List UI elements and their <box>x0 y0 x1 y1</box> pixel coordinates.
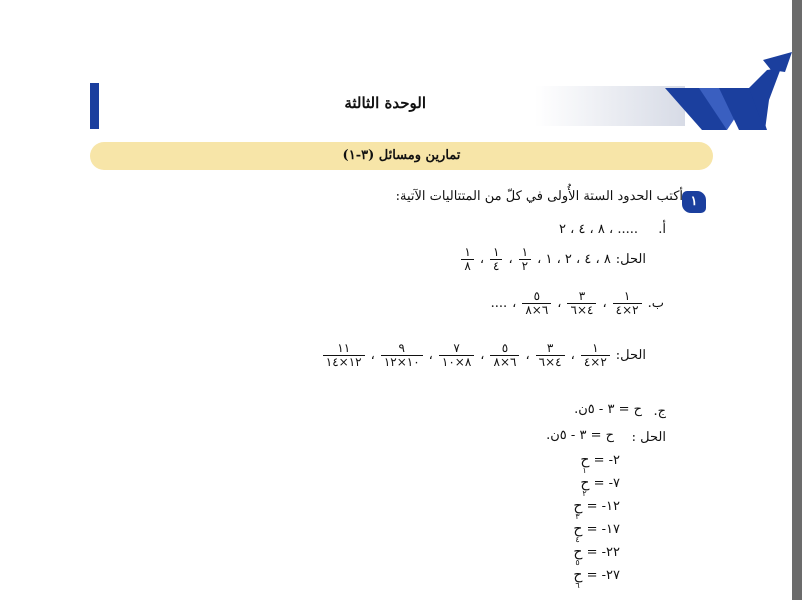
term-value: = -١٧ <box>586 522 620 537</box>
fraction: $\frac{٥}{٦\times ٨}$ <box>490 342 519 369</box>
part-a-solution-label: الحل: <box>615 252 646 267</box>
term-value: = -٢٢ <box>586 545 620 560</box>
term-symbol: ح ٥ <box>573 544 583 567</box>
fraction: $\frac{٣}{٤\times ٦}$ <box>567 290 596 317</box>
part-b-solution-label: الحل: <box>615 348 646 363</box>
term-row <box>540 544 620 567</box>
term-symbol: ح ٦ <box>573 567 583 590</box>
part-a-label: أ. <box>658 222 666 237</box>
term-row <box>540 452 620 475</box>
term-row <box>540 521 620 544</box>
question-number-badge: ١ <box>682 191 706 213</box>
fraction: $\frac{١}{٢}$ <box>519 246 531 273</box>
fraction: $\frac{١}{٨}$ <box>461 246 473 273</box>
term-symbol: ح ٤ <box>573 521 583 544</box>
fraction: $\frac{١١}{١٢\times ١٤}$ <box>323 342 365 369</box>
section-title: تمارين ومسائل (٣-١) <box>342 148 461 163</box>
part-c-rule: ح = ٣ - ٥ن. <box>574 402 642 417</box>
part-b-ellipsis: .... <box>490 296 508 311</box>
unit-title: الوحدة الثالثة <box>344 94 426 112</box>
part-b-sequence: ب. $\frac{١}{٢\times ٤}$ ، $\frac{٣}{٤\times ٦}$ ، $\frac{٥}{٦\times ٨}$ ، .... <box>490 289 664 317</box>
part-c-solution-label: الحل : <box>631 430 666 445</box>
fraction: $\frac{٧}{٨\times ١٠}$ <box>439 342 474 369</box>
part-a-sequence: ٨ ، ٤ ، ٢ ، ..... <box>558 222 638 237</box>
term-symbol: ح ٢ <box>580 475 590 498</box>
fraction: $\frac{٩}{١٠\times ١٢}$ <box>381 342 423 369</box>
fraction: $\frac{١}{٢\times ٤}$ <box>613 290 642 317</box>
term-row <box>540 567 620 590</box>
term-symbol: ح ٣ <box>573 498 583 521</box>
part-c-solution-rule: ح = ٣ - ٥ن. <box>546 428 614 443</box>
unit-logo-icon <box>657 50 792 132</box>
part-b-label: ب. <box>647 296 664 311</box>
fraction: $\frac{٣}{٤\times ٦}$ <box>536 342 565 369</box>
term-row <box>540 475 620 498</box>
fraction: $\frac{٥}{٦\times ٨}$ <box>522 290 551 317</box>
header-accent-bar <box>90 83 99 129</box>
part-a-solution-integers: ٨ ، ٤ ، ٢ ، ١ ، <box>537 252 611 267</box>
term-value: = -٢ <box>593 453 620 468</box>
term-row <box>540 498 620 521</box>
term-symbol: ح ١ <box>580 452 590 475</box>
fraction: $\frac{١}{٢\times ٤}$ <box>581 342 610 369</box>
fraction: $\frac{١}{٤}$ <box>490 246 502 273</box>
question-text: أكتب الحدود الستة الأُولى في كلّ من المتتاليات الآتية: <box>395 189 683 204</box>
part-b-solution: الحل: $\frac{١}{٢\times ٤}$ ، $\frac{٣}{٤\times ٦}$ ، $\frac{٥}{٦\times ٨}$ ، $\frac{٧}{٨\times ١٠}$ ، $\frac{٩}{١٠\times ١٢}$ ، $\frac{١١}{١٢\times ١٤}$ <box>322 342 646 369</box>
term-value: = -٧ <box>593 476 620 491</box>
part-c-terms <box>540 452 620 590</box>
viewer-margin <box>792 0 802 600</box>
part-c-label: ج. <box>653 404 666 419</box>
term-value: = -١٢ <box>586 499 620 514</box>
term-value: = -٢٧ <box>586 568 620 583</box>
part-a-solution: الحل: ٨ ، ٤ ، ٢ ، ١ ، $\frac{١}{٢}$ ، $\frac{١}{٤}$ ، $\frac{١}{٨}$ <box>460 246 646 273</box>
